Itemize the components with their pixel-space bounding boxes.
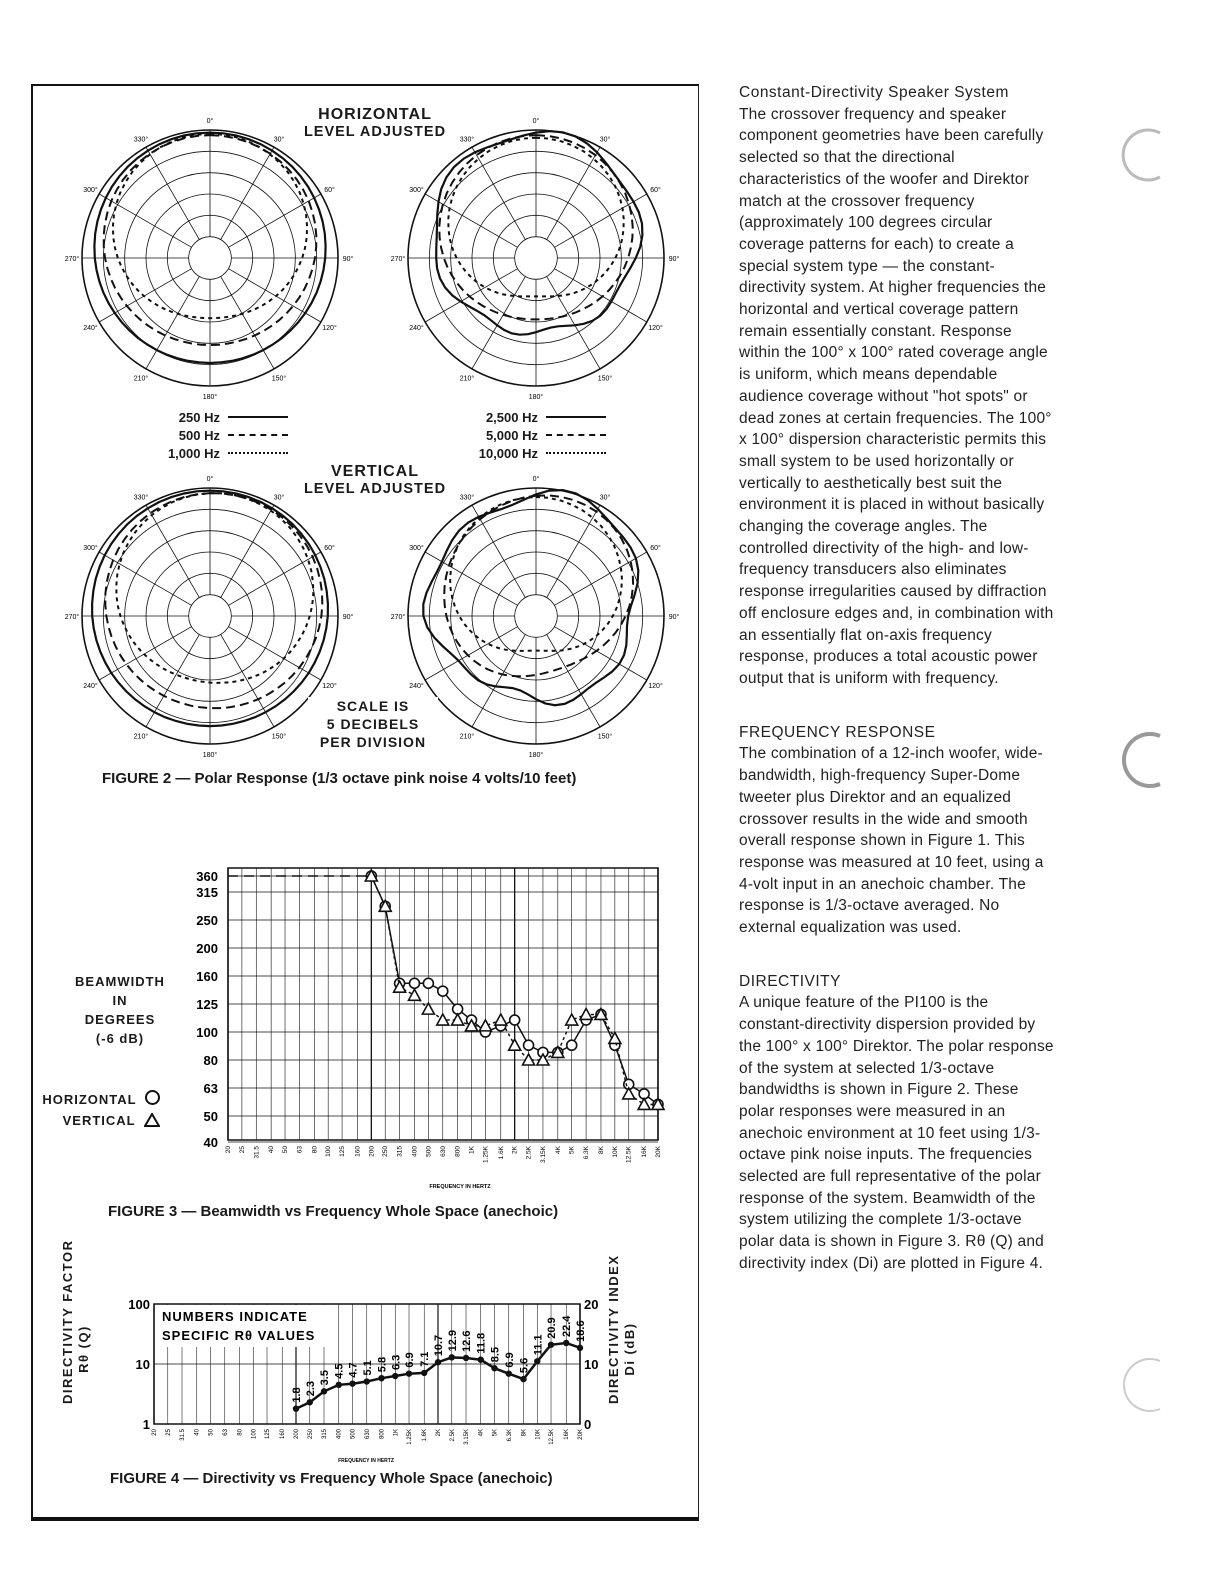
figure3-caption: FIGURE 3 — Beamwidth vs Frequency Whole Space (anechoic) — [108, 1203, 559, 1220]
x-tick-label: 20 — [225, 1146, 232, 1154]
y-tick-label: 1 — [142, 1417, 150, 1432]
legend-long-dash-line — [228, 434, 288, 436]
text-column — [739, 82, 1057, 1307]
y-tick-label: 160 — [196, 969, 218, 984]
x-tick-label: 31.5 — [180, 1429, 187, 1441]
directivity-value-label: 20.9 — [546, 1317, 559, 1339]
section-body-directivity: A unique feature of the PI100 is the constant-directivity dispersion provided by the 100° x 100° Direktor. The polar response of the system at selected 1/3-octave bandwidths is shown in Figure 2. These polar responses were measured in an anechoic environment at 10 feet using 1/3-octave pink noise inputs. The frequencies selected are full representative of the polar response of the system. Beamwidth of the system utilizing the complete 1/3-octave polar data is shown in Figure 3. Rθ (Q) and directivity index (Di) are plotted in Figure 4. — [739, 994, 1054, 1272]
x-tick-label: 1.6K — [497, 1146, 505, 1160]
x-tick-label: 20K — [578, 1429, 584, 1440]
directivity-data-point — [449, 1354, 455, 1360]
vertical-data-point — [580, 1008, 592, 1019]
x-tick-label: 315 — [322, 1429, 329, 1440]
legend-label: 10,000 Hz — [478, 445, 538, 461]
polar-angle-label: 180° — [202, 752, 218, 758]
directivity-data-point — [378, 1375, 384, 1381]
x-tick-label: 12.5K — [549, 1429, 556, 1445]
directivity-data-point — [307, 1399, 313, 1405]
x-tick-label: 100 — [325, 1146, 333, 1157]
polar-angle-label: 180° — [202, 394, 218, 400]
x-tick-label: 250 — [382, 1146, 390, 1157]
directivity-value-label: 4.7 — [347, 1362, 360, 1378]
y-tick-label: 315 — [196, 885, 218, 900]
polar-angle-label: 210° — [459, 375, 475, 383]
directivity-data-point — [563, 1340, 569, 1346]
x-axis-title: FREQUENCY IN HERTZ — [429, 1184, 491, 1190]
x-tick-label: 3.15K — [464, 1429, 471, 1445]
directivity-value-label: 6.9 — [503, 1352, 516, 1368]
directivity-value-label: 3.5 — [319, 1370, 332, 1386]
x-tick-label: 4K — [478, 1429, 485, 1437]
directivity-data-point — [336, 1382, 342, 1388]
directivity-value-label: 5.1 — [361, 1360, 374, 1376]
x-tick-label: 500 — [425, 1146, 433, 1157]
vertical-data-point — [408, 989, 420, 1000]
horizontal-key: HORIZONTAL — [40, 1090, 160, 1109]
polar-curve-1000hz — [116, 493, 313, 683]
directivity-value-label: 11.1 — [532, 1334, 545, 1356]
horizontal-data-point — [423, 978, 433, 988]
x-tick-label: 1K — [393, 1429, 400, 1437]
y-tick-label: 40 — [203, 1135, 218, 1150]
polar-angle-label: 180° — [528, 752, 544, 758]
directivity-data-point — [491, 1365, 497, 1371]
polar-angle-label: 60° — [650, 545, 661, 552]
section-body-frequency-response: The combination of a 12-inch woofer, wide-bandwidth, high-frequency Super-Dome tweeter plus Direktor and an equalized crossover results in the wide and smooth overall response shown in Figure 1. This response was measured at 10 feet, using a 4-volt input in an anechoic chamber. The response is 1/3-octave averaged. No external equalization was used. — [739, 745, 1044, 937]
x-tick-label: 40 — [268, 1146, 276, 1154]
x-tick-label: 630 — [364, 1429, 371, 1440]
directivity-index-label: DIRECTIVITY INDEX Di (dB) — [606, 1254, 637, 1404]
legend-label: 5,000 Hz — [485, 427, 538, 443]
polar-angle-label: 30° — [599, 136, 611, 144]
vertical-data-point — [479, 1020, 491, 1031]
polar-curve-2500hz — [436, 131, 642, 335]
polar-angle-label: 60° — [324, 545, 335, 552]
directivity-chart — [110, 1290, 610, 1465]
polar-ring — [189, 237, 232, 280]
polar-ring — [515, 237, 558, 280]
polar-angle-label: 270° — [64, 614, 80, 621]
x-tick-label: 80 — [311, 1146, 319, 1154]
x-tick-label: 160 — [280, 1429, 287, 1440]
polar-angle-label: 90° — [668, 614, 680, 621]
x-tick-label: 50 — [208, 1429, 215, 1436]
x-tick-label: 800 — [454, 1146, 462, 1157]
polar-angle-label: 300° — [83, 545, 98, 552]
y-right-tick-label: 0 — [584, 1417, 592, 1432]
polar-ring — [515, 595, 558, 638]
polar-angle-label: 300° — [83, 187, 98, 194]
horizontal-data-point — [567, 1040, 577, 1050]
directivity-value-label: 5.6 — [518, 1357, 531, 1374]
legend-label: 2,500 Hz — [485, 409, 538, 425]
legend-long-dash-line — [546, 434, 606, 436]
polar-angle-label: 150° — [597, 733, 613, 741]
y-tick-label: 50 — [203, 1109, 218, 1124]
directivity-data-point — [392, 1373, 398, 1379]
polar-angle-label: 270° — [390, 256, 406, 263]
x-tick-label: 16K — [564, 1429, 571, 1440]
polar-angle-label: 210° — [133, 733, 149, 741]
directivity-value-label: 12.9 — [446, 1329, 459, 1352]
x-tick-label: 400 — [336, 1429, 343, 1440]
directivity-value-label: 6.3 — [390, 1354, 403, 1371]
vertical-data-point — [566, 1014, 578, 1025]
directivity-value-label: 5.8 — [376, 1356, 389, 1373]
polar-angle-label: 270° — [64, 256, 80, 263]
x-tick-label: 16K — [641, 1146, 649, 1158]
polar-angle-label: 30° — [273, 494, 285, 502]
section-body-constant-directivity: The crossover frequency and speaker component geometries have been carefully selected so that the directional characteristics of the woofer and Direktor match at the crossover frequency (approximately 100 degrees circular coverage patterns for each) to create a special system type — the constant-directivity system. At higher frequencies the horizontal and vertical coverage pattern remain essentially constant. Response within the 100° x 100° rated coverage angle is uniform, which means dependable audience coverage without "hot spots" or dead zones at certain frequencies. The 100° x 100° dispersion characteristic permits this small system to be used horizontally or vertically to aesthetically best suit the environment it is placed in without basically changing the coverage angles. The controlled directivity of the high- and low-frequency transducers also eliminates response irregularities caused by diffraction off enclosure edges and, in combination with an essentially flat on-axis frequency response, produces a total acoustic power output that is uniform with frequency. — [739, 105, 1054, 687]
polar-angle-label: 210° — [459, 733, 475, 741]
directivity-data-point — [435, 1359, 441, 1365]
vertical-heading: VERTICAL LEVEL ADJUSTED — [290, 463, 460, 497]
polar-angle-label: 210° — [133, 375, 149, 383]
directivity-data-point — [321, 1388, 327, 1394]
binder-hole-mark — [1120, 1355, 1180, 1415]
directivity-data-point — [463, 1355, 469, 1361]
polar-angle-label: 0° — [206, 118, 214, 125]
polar-angle-label: 240° — [83, 325, 98, 332]
x-tick-label: 40 — [194, 1429, 201, 1436]
x-tick-label: 12.5K — [625, 1146, 633, 1163]
polar-ring — [189, 595, 232, 638]
polar-angle-label: 90° — [342, 614, 354, 621]
directivity-data-point — [421, 1370, 427, 1376]
legend-label: 250 Hz — [178, 409, 220, 425]
x-tick-label: 630 — [439, 1146, 447, 1157]
beamwidth-chart — [180, 862, 670, 1192]
polar-angle-label: 300° — [409, 187, 424, 194]
x-tick-label: 25 — [238, 1146, 246, 1154]
vertical-data-point — [495, 1014, 507, 1025]
directivity-data-point — [548, 1342, 554, 1348]
x-tick-label: 2K — [436, 1429, 442, 1437]
beamwidth-axis-label: BEAMWIDTH IN DEGREES (-6 dB) — [75, 974, 165, 1046]
x-tick-label: 2.5K — [449, 1429, 456, 1442]
vertical-key: VERTICAL — [40, 1111, 160, 1132]
polar-curve-500hz — [105, 493, 322, 708]
horizontal-data-point — [524, 1040, 534, 1050]
directivity-data-point — [534, 1358, 540, 1364]
polar-angle-label: 120° — [648, 683, 663, 690]
y-tick-label: 360 — [196, 869, 218, 884]
y-tick-label: 100 — [196, 1025, 218, 1040]
directivity-value-label: 22.4 — [561, 1315, 574, 1337]
polar-angle-label: 30° — [273, 136, 285, 144]
directivity-data-point — [520, 1376, 526, 1382]
x-tick-label: 2K — [511, 1146, 519, 1154]
binder-hole-mark — [1120, 730, 1180, 790]
legend-solid-line — [546, 416, 606, 418]
y-right-tick-label: 20 — [584, 1297, 599, 1312]
polar-angle-label: 0° — [532, 476, 540, 483]
directivity-data-point — [406, 1370, 412, 1376]
directivity-value-label: 4.5 — [333, 1363, 346, 1379]
polar-plot-horizontal-high — [386, 110, 686, 400]
x-tick-label: 10K — [611, 1146, 619, 1158]
x-tick-label: 315 — [396, 1146, 404, 1157]
legend-short-dash-line — [228, 452, 288, 454]
polar-angle-label: 240° — [409, 325, 424, 332]
y-tick-label: 250 — [196, 913, 218, 928]
x-tick-label: 800 — [379, 1429, 386, 1440]
directivity-value-label: 10.7 — [433, 1334, 445, 1357]
y-tick-label: 80 — [203, 1053, 218, 1068]
x-tick-label: 1.6K — [422, 1429, 429, 1442]
polar-angle-label: 300° — [409, 545, 424, 552]
legend-label: 1,000 Hz — [167, 445, 220, 461]
directivity-value-label: 1.8 — [291, 1387, 303, 1403]
horizontal-heading: HORIZONTAL LEVEL ADJUSTED — [290, 106, 460, 140]
x-tick-label: 200 — [368, 1146, 376, 1157]
directivity-value-label: 8.5 — [489, 1346, 502, 1363]
y-tick-label: 125 — [196, 997, 218, 1012]
figure2-caption: FIGURE 2 — Polar Response (1/3 octave pink noise 4 volts/10 feet) — [102, 770, 577, 787]
x-tick-label: 4K — [554, 1146, 562, 1154]
x-tick-label: 20 — [152, 1429, 158, 1436]
directivity-value-label: 18.6 — [575, 1320, 587, 1342]
polar-angle-label: 60° — [324, 187, 335, 194]
polar-angle-label: 60° — [650, 187, 661, 194]
polar-angle-label: 120° — [322, 325, 337, 332]
x-tick-label: 63 — [222, 1429, 229, 1436]
polar-angle-label: 330° — [133, 136, 149, 144]
polar-angle-label: 330° — [133, 494, 149, 502]
circle-marker-icon — [145, 1090, 160, 1105]
scale-note: SCALE IS 5 DECIBELS PER DIVISION — [308, 697, 438, 751]
x-axis-title: FREQUENCY IN HERTZ — [338, 1458, 394, 1464]
legend-label: 500 Hz — [178, 427, 220, 443]
note-line-1: NUMBERS INDICATE — [162, 1309, 308, 1324]
polar-angle-label: 240° — [83, 683, 98, 690]
x-tick-label: 6.3K — [583, 1146, 591, 1160]
polar-angle-label: 30° — [599, 494, 611, 502]
polar-angle-label: 90° — [342, 256, 354, 263]
polar-angle-label: 150° — [271, 375, 287, 383]
legend-solid-line — [228, 416, 288, 418]
horizontal-data-point — [409, 978, 419, 988]
x-tick-label: 160 — [354, 1146, 362, 1157]
directivity-data-point — [293, 1405, 299, 1411]
x-tick-label: 20K — [655, 1146, 662, 1158]
x-tick-label: 63 — [296, 1146, 304, 1154]
x-tick-label: 1.25K — [482, 1146, 490, 1163]
polar-curve-5000hz — [444, 495, 633, 676]
directivity-value-label: 11.8 — [475, 1332, 488, 1354]
y-tick-label: 200 — [196, 941, 218, 956]
x-tick-label: 50 — [282, 1146, 290, 1154]
directivity-value-label: 12.6 — [461, 1330, 474, 1352]
legend-low-freq — [118, 408, 288, 462]
directivity-data-point — [364, 1378, 370, 1384]
x-tick-label: 31.5 — [253, 1146, 261, 1159]
y-tick-label: 63 — [203, 1081, 218, 1096]
legend-short-dash-line — [546, 452, 606, 454]
x-tick-label: 250 — [307, 1429, 314, 1440]
polar-angle-label: 0° — [206, 476, 214, 483]
level-adjusted-label: LEVEL ADJUSTED — [303, 124, 447, 140]
directivity-value-label: 7.1 — [419, 1351, 432, 1367]
directivity-data-point — [478, 1356, 484, 1362]
vertical-data-point — [623, 1088, 635, 1099]
polar-plot-horizontal-low — [60, 110, 360, 400]
polar-angle-label: 270° — [390, 614, 406, 621]
binder-hole-mark — [1120, 125, 1180, 185]
x-tick-label: 500 — [350, 1429, 357, 1440]
polar-angle-label: 90° — [668, 256, 680, 263]
directivity-data-point — [577, 1345, 583, 1351]
polar-angle-label: 240° — [409, 683, 424, 690]
level-adjusted-label: LEVEL ADJUSTED — [303, 481, 447, 497]
directivity-data-point — [349, 1380, 355, 1386]
x-tick-label: 100 — [251, 1429, 258, 1440]
triangle-marker-icon — [144, 1113, 160, 1132]
x-tick-label: 80 — [237, 1429, 244, 1436]
directivity-value-label: 6.9 — [404, 1352, 417, 1368]
x-tick-label: 3.15K — [539, 1146, 547, 1163]
x-tick-label: 8K — [597, 1146, 605, 1154]
y-tick-label: 100 — [128, 1297, 150, 1312]
directivity-value-label: 2.3 — [304, 1380, 317, 1397]
horizontal-data-point — [438, 986, 448, 996]
section-title-constant-directivity: Constant-Directivity Speaker System — [739, 84, 1009, 101]
polar-angle-label: 330° — [459, 136, 475, 144]
x-tick-label: 2.5K — [525, 1146, 533, 1160]
note-line-2: SPECIFIC Rθ VALUES — [162, 1328, 316, 1343]
polar-angle-label: 330° — [459, 494, 475, 502]
section-title-directivity: DIRECTIVITY — [739, 972, 841, 990]
polar-angle-label: 120° — [322, 683, 337, 690]
polar-angle-label: 120° — [648, 325, 663, 332]
legend-high-freq — [434, 408, 606, 462]
directivity-factor-label: DIRECTIVITY FACTOR Rθ (Q) — [60, 1239, 91, 1404]
x-tick-label: 6.3K — [506, 1429, 513, 1442]
x-tick-label: 400 — [411, 1146, 419, 1157]
directivity-data-point — [506, 1370, 512, 1376]
x-tick-label: 1.25K — [407, 1429, 414, 1445]
x-tick-label: 8K — [521, 1429, 528, 1437]
vertical-data-point — [638, 1098, 650, 1109]
vertical-data-point — [509, 1039, 521, 1050]
x-tick-label: 200 — [294, 1429, 300, 1440]
x-tick-label: 10K — [535, 1429, 542, 1440]
polar-angle-label: 0° — [532, 118, 540, 125]
x-tick-label: 125 — [265, 1429, 272, 1440]
polar-angle-label: 150° — [271, 733, 287, 741]
polar-angle-label: 150° — [597, 375, 613, 383]
x-tick-label: 5K — [568, 1146, 576, 1154]
x-tick-label: 125 — [339, 1146, 347, 1157]
horizontal-data-point — [510, 1015, 520, 1025]
x-tick-label: 1K — [468, 1146, 476, 1154]
polar-angle-label: 180° — [528, 394, 544, 400]
figure4-caption: FIGURE 4 — Directivity vs Frequency Whole Space (anechoic) — [110, 1470, 553, 1487]
y-right-tick-label: 10 — [584, 1357, 599, 1372]
x-tick-label: 5K — [492, 1429, 499, 1437]
x-tick-label: 25 — [165, 1429, 172, 1436]
polar-curve-2500hz — [423, 490, 638, 705]
y-tick-label: 10 — [135, 1357, 150, 1372]
section-title-frequency-response: FREQUENCY RESPONSE — [739, 723, 936, 741]
